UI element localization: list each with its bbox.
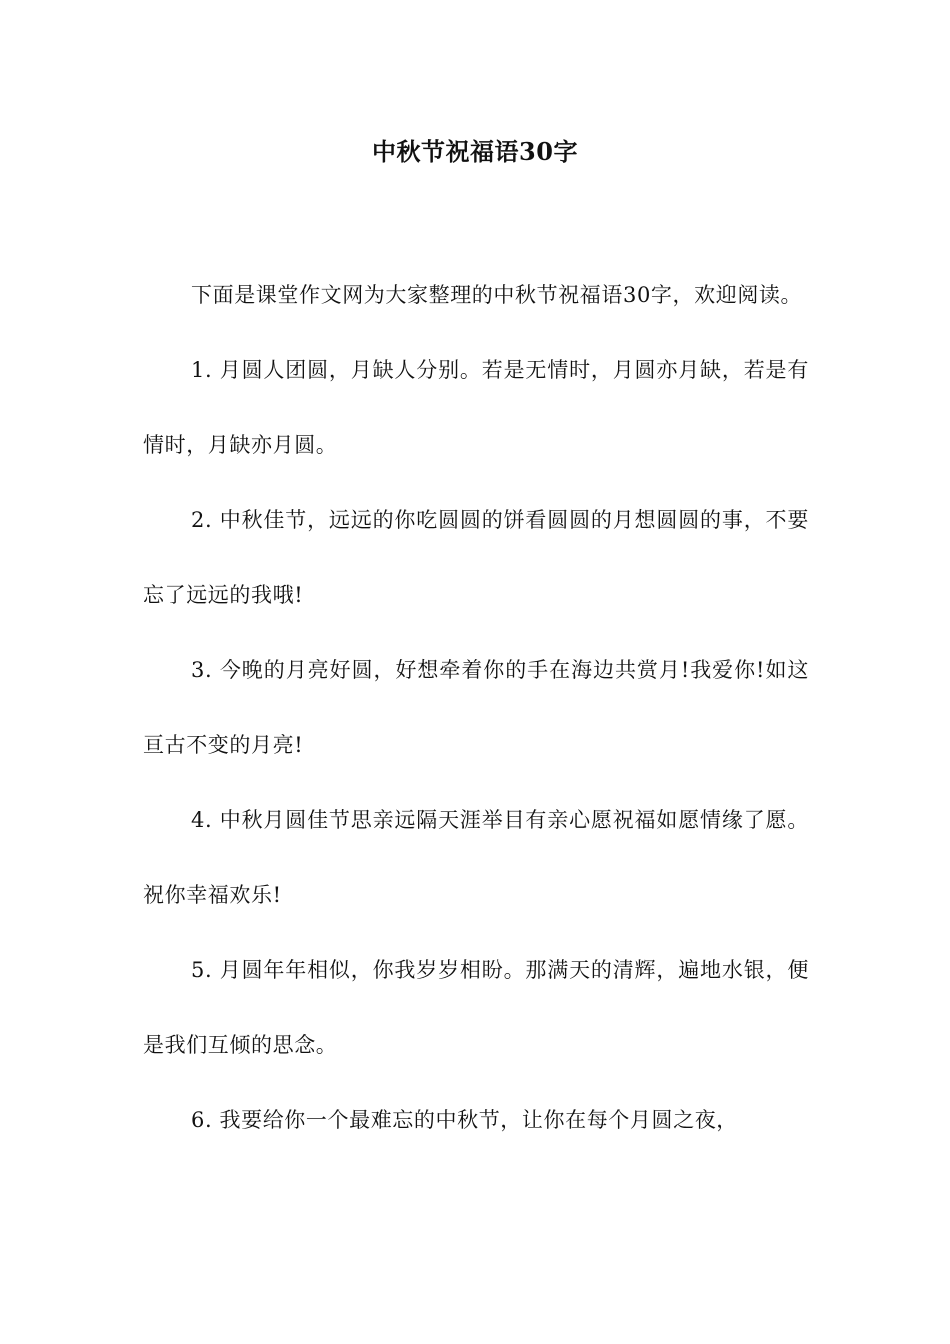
- document-body: [143, 258, 809, 1158]
- blessing-item-4: 4. 中秋月圆佳节思亲远隔天涯举目有亲心愿祝福如愿情缘了愿。祝你幸福欢乐!: [143, 808, 809, 907]
- document-title: 中秋节祝福语30字: [372, 137, 578, 166]
- blessing-item-6: 6. 我要给你一个最难忘的中秋节，让你在每个月圆之夜，: [191, 1108, 738, 1132]
- blessing-item-3: 3. 今晚的月亮好圆，好想牵着你的手在海边共赏月!我爱你!如这亘古不变的月亮!: [143, 658, 809, 757]
- blessing-item-2: 2. 中秋佳节，远远的你吃圆圆的饼看圆圆的月想圆圆的事，不要忘了远远的我哦!: [143, 508, 809, 607]
- intro-paragraph: 下面是课堂作文网为大家整理的中秋节祝福语30字，欢迎阅读。: [191, 283, 803, 307]
- blessing-item-5: 5. 月圆年年相似，你我岁岁相盼。那满天的清辉，遍地水银，便是我们互倾的思念。: [143, 958, 809, 1057]
- blessing-item-1: 1. 月圆人团圆，月缺人分别。若是无情时，月圆亦月缺，若是有情时，月缺亦月圆。: [143, 358, 809, 457]
